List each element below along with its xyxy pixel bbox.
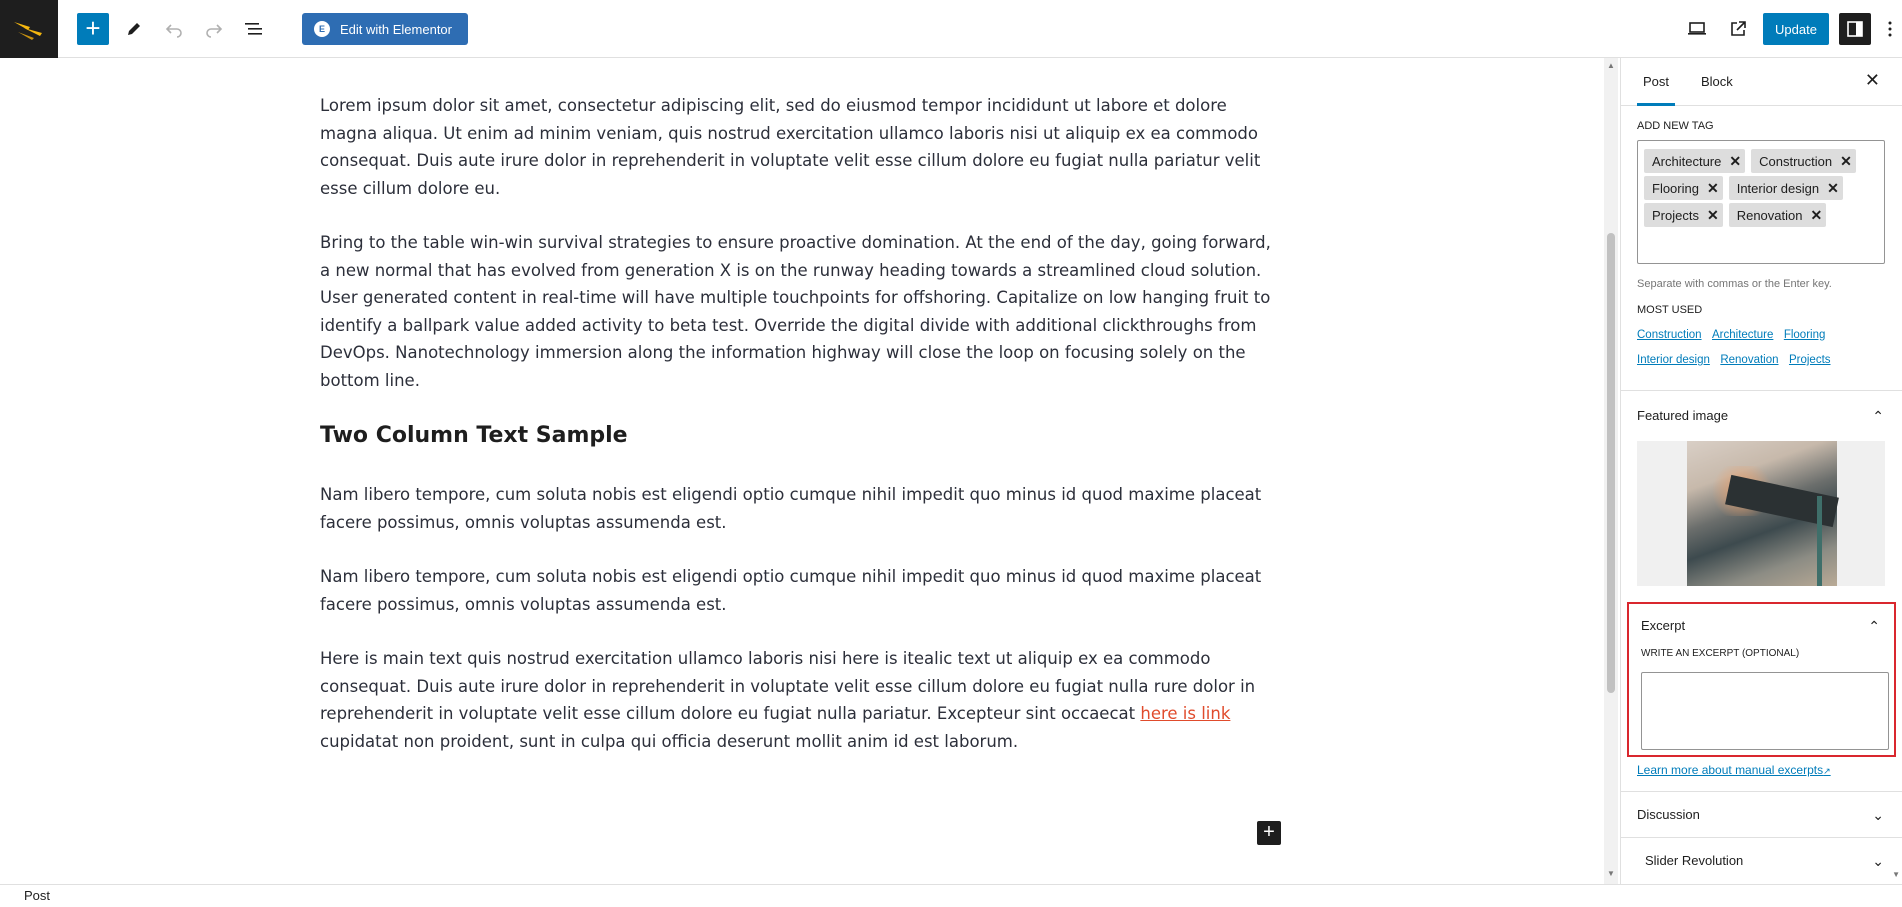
sidebar-toggle-icon xyxy=(1846,20,1864,38)
options-menu-button[interactable] xyxy=(1880,13,1900,45)
chevron-up-icon: ⌃ xyxy=(1872,408,1884,424)
most-used-label: MOST USED xyxy=(1637,304,1703,316)
chevron-up-icon: ⌃ xyxy=(1868,618,1880,634)
preview-desktop-icon xyxy=(1687,21,1707,37)
editor-scrollbar[interactable] xyxy=(1604,58,1618,884)
view-post-button[interactable] xyxy=(1722,13,1754,45)
editor-toolbar xyxy=(0,0,1902,58)
remove-tag-icon[interactable]: ✕ xyxy=(1729,152,1742,169)
remove-tag-icon[interactable]: ✕ xyxy=(1827,179,1839,196)
inline-link[interactable]: here is link xyxy=(1140,704,1231,723)
plus-icon: + xyxy=(1263,821,1275,843)
most-used-tag-link[interactable]: Architecture xyxy=(1712,329,1774,341)
heading-block[interactable]: Two Column Text Sample xyxy=(320,423,628,448)
link-label: Learn more about manual excerpts xyxy=(1637,763,1824,777)
tag-help-text: Separate with commas or the Enter key. xyxy=(1637,278,1832,290)
tag-chip xyxy=(1729,176,1843,200)
block-breadcrumb xyxy=(0,884,1902,906)
elementor-icon: E xyxy=(314,21,330,37)
settings-sidebar xyxy=(1620,58,1902,884)
paragraph-text: cupidatat non proident, sunt in culpa qui officia deserunt mollit anim id est laborum. xyxy=(320,731,1019,751)
scroll-up-icon[interactable]: ▲ xyxy=(1607,61,1615,70)
update-button[interactable]: Update xyxy=(1763,13,1829,45)
add-tag-label: ADD NEW TAG xyxy=(1637,120,1714,132)
tag-chip-label: Construction xyxy=(1759,153,1833,169)
scrollbar-thumb[interactable] xyxy=(1607,233,1615,693)
close-icon[interactable]: ✕ xyxy=(1864,70,1880,90)
excerpt-textarea[interactable] xyxy=(1641,672,1889,750)
preview-button[interactable] xyxy=(1681,13,1713,45)
tag-chip-label: Projects xyxy=(1652,207,1699,223)
paragraph-text: Here is main text quis nostrud exercitation ullamco laboris nisi here is itealic text ut aliquip ex ea commodo consequat. Duis aute irure dolor in reprehenderit in voluptate velit esse cillum dolore eu fugiat nulla rure dolor in reprehenderit in voluptate velit esse cillum dolore eu fugiat nulla pariatur. Excepteur sint occaecat xyxy=(320,649,1256,723)
remove-tag-icon[interactable]: ✕ xyxy=(1706,179,1719,196)
tag-chip-label: Interior design xyxy=(1736,180,1820,196)
settings-toggle-button[interactable] xyxy=(1839,13,1871,45)
tag-chip-label: Architecture xyxy=(1652,153,1722,169)
tag-chip xyxy=(1644,203,1723,227)
excerpt-panel xyxy=(1627,602,1896,757)
most-used-tag-link[interactable]: Renovation xyxy=(1720,354,1779,366)
tag-chip-label: Flooring xyxy=(1652,180,1699,196)
add-block-button[interactable] xyxy=(77,13,109,45)
discussion-panel[interactable] xyxy=(1621,791,1902,837)
chevron-down-icon: ⌄ xyxy=(1872,807,1884,823)
external-link-icon: ↗ xyxy=(1823,766,1831,776)
featured-image-toggle[interactable] xyxy=(1621,391,1902,441)
post-content[interactable] xyxy=(320,92,1280,782)
excerpt-toggle[interactable] xyxy=(1629,604,1894,648)
tag-chip xyxy=(1644,149,1745,173)
edit-with-elementor-button[interactable] xyxy=(302,13,468,45)
panel-title: Discussion xyxy=(1637,807,1700,822)
paragraph-block[interactable]: Nam libero tempore, cum soluta nobis est eligendi optio cumque nihil impedit quo minus id quod maxime placeat facere possimus, omnis voluptas assumenda est. xyxy=(320,485,1262,532)
remove-tag-icon[interactable]: ✕ xyxy=(1840,152,1852,169)
undo-button[interactable] xyxy=(158,13,190,45)
most-used-tag-link[interactable]: Interior design xyxy=(1637,354,1710,366)
sidebar-tabs xyxy=(1621,58,1902,106)
external-link-icon xyxy=(1729,20,1747,38)
tag-chip-label: Renovation xyxy=(1736,207,1803,223)
list-view-button[interactable] xyxy=(238,13,270,45)
remove-tag-icon[interactable]: ✕ xyxy=(1706,206,1719,223)
pencil-icon xyxy=(125,20,143,38)
redo-icon xyxy=(205,20,223,38)
featured-image-panel xyxy=(1621,390,1902,586)
paragraph-block[interactable] xyxy=(320,645,1280,755)
learn-more-excerpts-link[interactable] xyxy=(1621,763,1902,777)
panel-title: Excerpt xyxy=(1641,618,1686,633)
panel-title: Slider Revolution xyxy=(1645,853,1744,868)
tag-chip xyxy=(1644,176,1723,200)
tools-button[interactable] xyxy=(118,13,150,45)
tab-block[interactable]: Block xyxy=(1701,74,1733,89)
breadcrumb-item[interactable]: Post xyxy=(24,888,51,903)
scroll-down-icon[interactable]: ▼ xyxy=(1607,869,1615,878)
featured-image-preview[interactable] xyxy=(1637,441,1885,586)
most-used-tag-link[interactable]: Construction xyxy=(1637,329,1702,341)
paragraph-block[interactable]: Nam libero tempore, cum soluta nobis est eligendi optio cumque nihil impedit quo minus id quod maxime placeat facere possimus, omnis voluptas assumenda est. xyxy=(320,567,1262,614)
paragraph-block[interactable]: Lorem ipsum dolor sit amet, consectetur adipiscing elit, sed do eiusmod tempor incididunt ut labore et dolore magna aliqua. Ut enim ad minim veniam, quis nostrud exercitation ullamco laboris nisi ut aliquip ex ea commodo consequat. Duis aute irure dolor in reprehenderit in voluptate velit esse cillum dolore eu fugiat nulla pariatur velit esse cillum dolore eu. xyxy=(320,96,1261,198)
excerpt-field-label: WRITE AN EXCERPT (OPTIONAL) xyxy=(1641,648,1800,659)
most-used-tag-link[interactable]: Projects xyxy=(1788,354,1831,366)
kebab-menu-icon xyxy=(1888,21,1892,37)
tag-chip xyxy=(1729,203,1827,227)
tab-post[interactable]: Post xyxy=(1637,58,1675,106)
list-view-icon xyxy=(244,20,264,38)
redo-button[interactable] xyxy=(198,13,230,45)
featured-image-photo xyxy=(1687,441,1837,586)
panel-title: Featured image xyxy=(1637,408,1729,423)
chevron-down-icon: ⌄ xyxy=(1872,853,1884,869)
elementor-button-label: Edit with Elementor xyxy=(340,21,452,37)
most-used-list xyxy=(1637,322,1886,372)
logo-icon xyxy=(0,0,58,58)
block-inserter-button[interactable] xyxy=(1257,821,1281,845)
undo-icon xyxy=(165,20,183,38)
remove-tag-icon[interactable]: ✕ xyxy=(1810,206,1823,223)
paragraph-block[interactable]: Bring to the table win-win survival strategies to ensure proactive domination. At the end of the day, going forward, a new normal that has evolved from generation X is on the runway heading towards a streamlined cloud solution. User generated content in real-time will have multiple touchpoints for offshoring. Capitalize on low hanging fruit to identify a ballpark value added activity to beta test. Override the digital divide with additional clickthroughs from DevOps. Nanotechnology immersion along the information highway will close the loop on focusing solely on the bottom line. xyxy=(320,233,1271,390)
plus-icon: + xyxy=(85,12,101,43)
most-used-tag-link[interactable]: Flooring xyxy=(1783,329,1826,341)
slider-revolution-panel[interactable] xyxy=(1621,837,1902,883)
site-logo[interactable] xyxy=(0,0,58,58)
scroll-down-icon[interactable]: ▼ xyxy=(1892,870,1900,879)
tags-panel xyxy=(1621,106,1902,372)
tag-input[interactable] xyxy=(1637,140,1885,264)
tag-chip xyxy=(1751,149,1856,173)
